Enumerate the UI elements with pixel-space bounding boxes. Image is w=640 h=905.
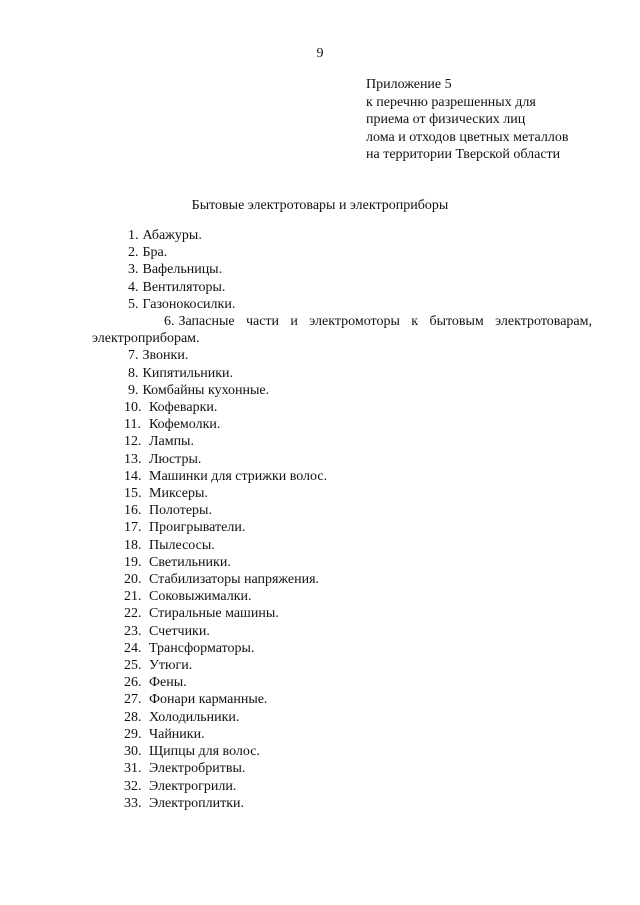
list-item <box>92 537 592 554</box>
list-item <box>92 623 592 640</box>
list-item-number: 9. <box>128 382 139 398</box>
list-item <box>92 468 592 485</box>
list-item-number: 7. <box>128 348 139 364</box>
list-item-text: Люстры. <box>149 451 202 467</box>
list-item-text: Комбайны кухонные. <box>142 382 270 398</box>
list-item-text: Кофеварки. <box>149 400 218 416</box>
list-item <box>92 261 592 278</box>
list-item-number: 28. <box>124 709 142 725</box>
list-item-text: Газонокосилки. <box>142 296 236 312</box>
list-item-text: Фонари карманные. <box>149 692 268 708</box>
appendix-line: лома и отходов цветных металлов <box>366 129 569 145</box>
list-item <box>92 709 592 726</box>
list-item-number: 13. <box>124 451 142 467</box>
list-item-number: 14. <box>124 468 142 484</box>
list-item <box>92 726 592 743</box>
list-item <box>92 605 592 622</box>
list-item-text: Миксеры. <box>149 486 208 502</box>
list-item <box>92 279 592 296</box>
list-item-number: 29. <box>124 726 142 742</box>
list-item-text: Пылесосы. <box>149 537 215 553</box>
list-item-text: Абажуры. <box>142 228 202 243</box>
list-item-number: 22. <box>124 606 142 622</box>
list-item-number: 16. <box>124 503 142 519</box>
list-item-number: 17. <box>124 520 142 536</box>
document-title: Бытовые электротовары и электроприборы <box>191 198 449 213</box>
list-item <box>92 227 592 244</box>
list-item-number: 11. <box>124 417 141 433</box>
list-item-text: Машинки для стрижки волос. <box>149 468 328 484</box>
list-item-text: Вентиляторы. <box>142 279 226 295</box>
list-item-text: Трансформаторы. <box>149 640 255 656</box>
list-item <box>92 416 592 433</box>
list-item-text: Соковыжималки. <box>149 589 252 605</box>
list-item-text: Электробритвы. <box>149 761 246 777</box>
list-item-number: 5. <box>128 296 139 312</box>
list-item-text: Звонки. <box>142 348 189 364</box>
list-item-number: 32. <box>124 778 142 794</box>
list-item-number: 27. <box>124 692 142 708</box>
list-item-number: 15. <box>124 486 142 502</box>
appendix-line: на территории Тверской области <box>366 147 561 162</box>
list-item-text: Светильники. <box>149 554 231 570</box>
list-item-number: 18. <box>124 537 142 553</box>
appendix-header <box>366 76 568 164</box>
list-item <box>92 588 592 605</box>
list-item-text: Фены. <box>149 675 187 691</box>
list-item-text: Кипятильники. <box>142 365 234 381</box>
list-item-number: 10. <box>124 400 142 416</box>
list-item-number: 12. <box>124 434 142 450</box>
list-item <box>92 795 592 812</box>
list-item-number: 23. <box>124 623 142 639</box>
list-item-text: Вафельницы. <box>142 262 223 278</box>
list-item <box>92 433 592 450</box>
list-item <box>92 571 592 588</box>
list-item <box>92 657 592 674</box>
list-item-text: Счетчики. <box>149 623 210 639</box>
list-item <box>92 399 592 416</box>
list-item <box>92 313 592 347</box>
list-item <box>92 296 592 313</box>
list-item-text: Лампы. <box>149 434 194 450</box>
list-item-number: 6. <box>164 314 175 330</box>
list-item-number: 21. <box>124 589 142 605</box>
list-item-text: Кофемолки. <box>149 417 221 433</box>
list-item <box>92 365 592 382</box>
list-item-number: 8. <box>128 365 139 381</box>
list-item-number: 24. <box>124 640 142 656</box>
list-item-text: Щипцы для волос. <box>149 744 260 760</box>
page-number: 9 <box>316 46 324 61</box>
list-item <box>92 674 592 691</box>
list-item-number: 19. <box>124 554 142 570</box>
list-item-number: 1. <box>128 228 139 243</box>
list-item-text: Электроплитки. <box>149 795 245 811</box>
list-item-number: 3. <box>128 262 139 278</box>
list-item <box>92 691 592 708</box>
list-item-number: 4. <box>128 279 139 295</box>
list-item-text: Полотеры. <box>149 503 212 519</box>
items-list <box>92 227 592 812</box>
list-item <box>92 485 592 502</box>
list-item-text: Запасные части и электромоторы к бытовым электротоварам, электроприборам. <box>92 314 592 347</box>
list-item-text: Чайники. <box>149 726 205 742</box>
appendix-line: Приложение 5 <box>366 77 452 92</box>
list-item <box>92 554 592 571</box>
list-item <box>92 244 592 261</box>
list-item-number: 2. <box>128 245 139 261</box>
list-item-text: Проигрыватели. <box>149 520 246 536</box>
list-item-text: Стиральные машины. <box>149 606 279 622</box>
list-item-text: Бра. <box>142 245 168 261</box>
list-item-number: 26. <box>124 675 142 691</box>
list-item-text: Холодильники. <box>149 709 240 725</box>
list-item <box>92 743 592 760</box>
list-item <box>92 640 592 657</box>
list-item-text: Утюги. <box>149 658 193 674</box>
list-item-number: 33. <box>124 795 142 811</box>
list-item-number: 31. <box>124 761 142 777</box>
list-item-number: 30. <box>124 744 142 760</box>
list-item <box>92 382 592 399</box>
list-item-number: 20. <box>124 572 142 588</box>
list-item <box>92 778 592 795</box>
list-item <box>92 502 592 519</box>
list-item <box>92 519 592 536</box>
list-item <box>92 451 592 468</box>
list-item-text: Электрогрили. <box>149 778 237 794</box>
list-item-text: Стабилизаторы напряжения. <box>149 572 320 588</box>
appendix-line: к перечню разрешенных для <box>366 94 536 110</box>
list-item-number: 25. <box>124 658 142 674</box>
list-item <box>92 760 592 777</box>
list-item <box>92 347 592 364</box>
appendix-line: приема от физических лиц <box>366 112 526 127</box>
